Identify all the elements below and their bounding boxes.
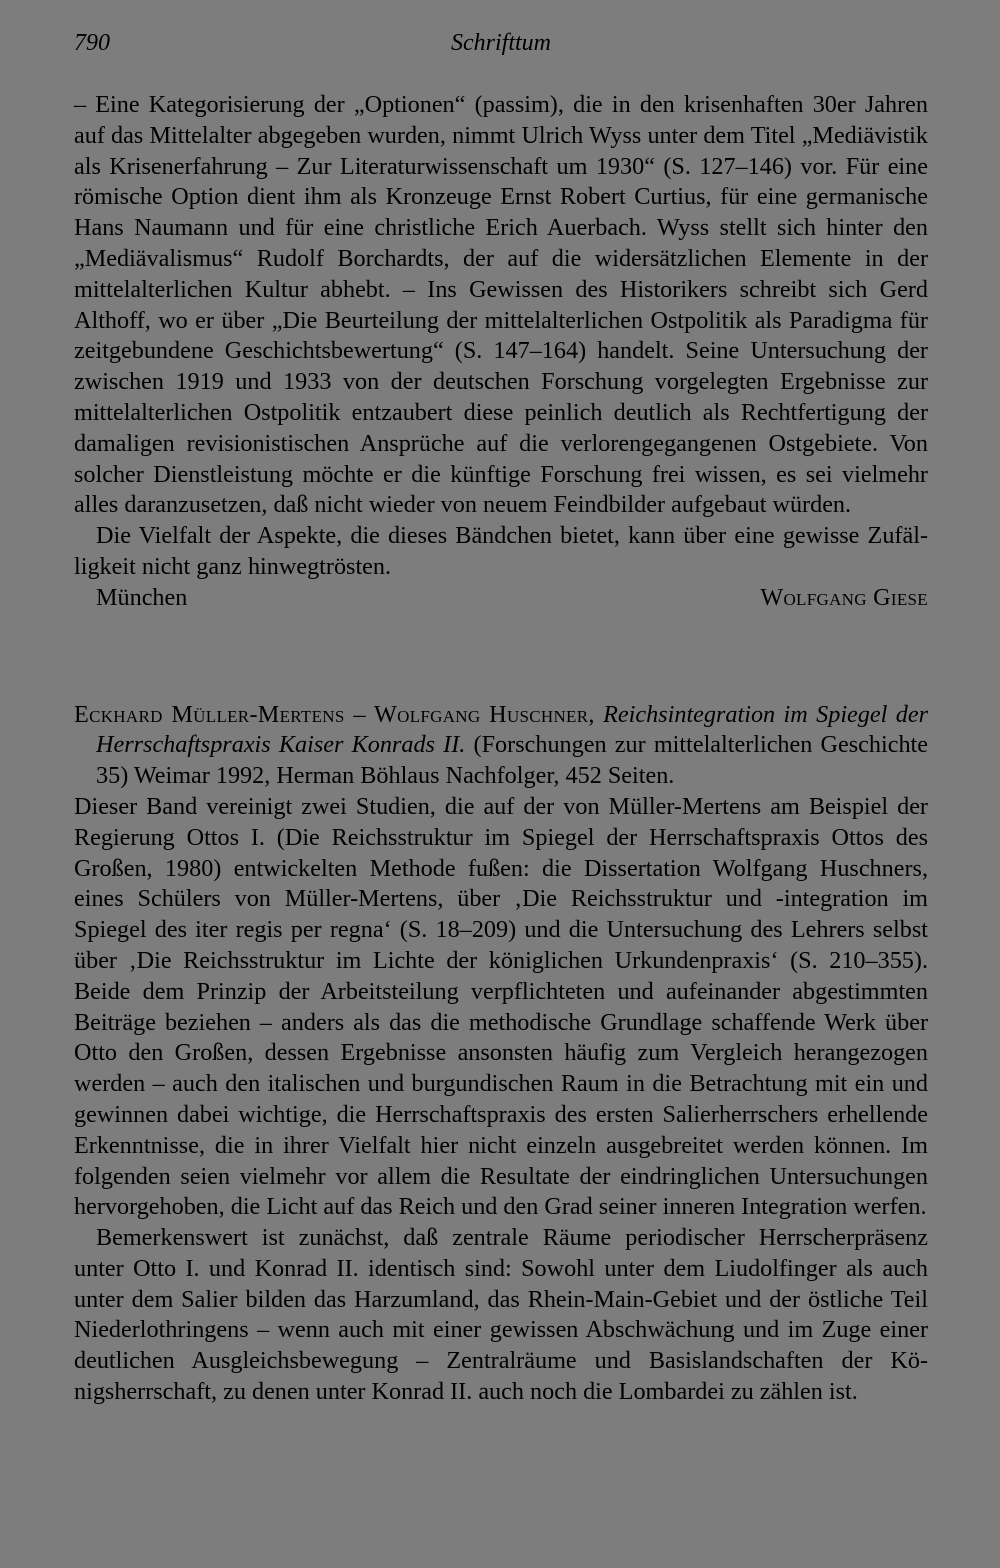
review2-paragraph-2: Bemerkenswert ist zunächst, daß zentrale Räume periodischer Herrscherpräsenz unter Otto I. und Konrad II. identisch sind: Sowohl unter dem Liudolfinger als auch unter dem Salier bilden das Harzumland, das Rhein-Main-Gebiet und der östliche Teil Niederlothringens – wenn auch mit einer gewissen Abschwächung und im Zuge einer deutlichen Ausgleichsbewegung – Zentralräume und Basislandschaften der Königsherrschaft, zu denen unter Konrad II. auch noch die Lombardei zu zählen ist. bbox=[74, 1224, 928, 1406]
review2-paragraph-1: Dieser Band vereinigt zwei Studien, die auf der von Müller-Mertens am Beispiel der Regierung Ottos I. (Die Reichsstruktur im Spiegel der Herrschaftspraxis Ottos des Großen, 1980) entwickelten Methode fußen: die Dissertation Wolfgang Huschners, eines Schülers von Müller-Mertens, über ‚Die Reichsstruktur und -integration im Spiegel des iter regis per regna‘ (S. 18–209) und die Untersuchung des Lehrers selbst über ‚Die Reichsstruktur im Lichte der königlichen Urkundenpraxis‘ (S. 210–355). Beide dem Prinzip der Arbeitsteilung verpflichteten und aufeinander abgestimmten Beiträge beziehen – anders als das die methodische Grundlage schaffende Werk über Otto den Großen, dessen Ergebnisse ansonsten häufig zum Vergleich herangezogen werden – auch den italischen und burgundischen Raum in die Betrachtung mit ein und gewinnen dabei wichtige, die Herrschaftspraxis des ersten Salierherrschers erhellende Erkenntnisse, die in ihrer Vielfalt hier nicht einzeln ausgebreitet werden können. Im folgenden seien vielmehr vor allem die Resultate der eindringlichen Untersuchungen hervorgehoben, die Licht auf das Reich und den Grad seiner inneren Integration werfen. bbox=[74, 792, 928, 1221]
review2-title: Reichsintegration im Spiegel der Herrschaftspraxis Kaiser Konrads II. bbox=[96, 700, 928, 759]
review1-paragraph-2: Die Vielfalt der Aspekte, die dieses Bändchen bietet, kann über eine gewisse Zufälligkeit nicht ganz hinwegtrösten. bbox=[74, 522, 928, 580]
page-header bbox=[74, 30, 928, 64]
review2-publication: (Forschungen zur mittelalterlichen Geschichte 35) Weimar 1992, Herman Böhlaus Nachfolger, 452 Seiten. bbox=[96, 731, 929, 790]
review1-signature bbox=[74, 583, 928, 614]
review1-paragraph-1: – Eine Kategorisierung der „Optionen“ (passim), die in den krisenhaften 30er Jahren auf das Mittelalter abgegeben wurden, nimmt Ulrich Wyss unter dem Titel „Mediävistik als Krisenerfahrung – Zur Literaturwissenschaft um 1930“ (S. 127–146) vor. Für eine römische Option dient ihm als Kronzeuge Ernst Robert Curtius, für eine germanische Hans Naumann und für eine christliche Erich Auerbach. Wyss stellt sich hinter den „Mediävalismus“ Rudolf Borchardts, der auf die widersätzlichen Elemente in der mittelalterlichen Kultur abhebt. – Ins Gewissen des Historikers schreibt sich Gerd Althoff, wo er über „Die Beurteilung der mittelalterlichen Ostpolitik als Paradigma für zeitgebundene Geschichtsbewertung“ (S. 147–164) handelt. Seine Untersuchung der zwischen 1919 und 1933 von der deutschen Forschung vorgelegten Ergebnisse zur mittelalterlichen Ostpolitik entzaubert diese peinlich deutlich als Rechtfertigung der damaligen revisionistischen Ansprüche auf die verlorengegangenen Ostgebiete. Von solcher Dienstleistung möchte er die künftige Forschung frei wissen, es sei vielmehr alles daranzusetzen, daß nicht wieder von neuem Feindbilder aufgebaut würden. bbox=[74, 91, 928, 519]
page-body bbox=[74, 90, 928, 1408]
page-number: 790 bbox=[74, 30, 110, 56]
running-title: Schrifttum bbox=[451, 30, 551, 56]
review2-citation bbox=[74, 700, 928, 792]
review1-reviewer: Wolfgang Giese bbox=[760, 583, 928, 611]
section-spacer bbox=[74, 614, 928, 700]
review2-authors: Eckhard Müller-Mertens – Wolfgang Huschner, bbox=[74, 700, 595, 728]
review1-place: München bbox=[96, 583, 188, 611]
